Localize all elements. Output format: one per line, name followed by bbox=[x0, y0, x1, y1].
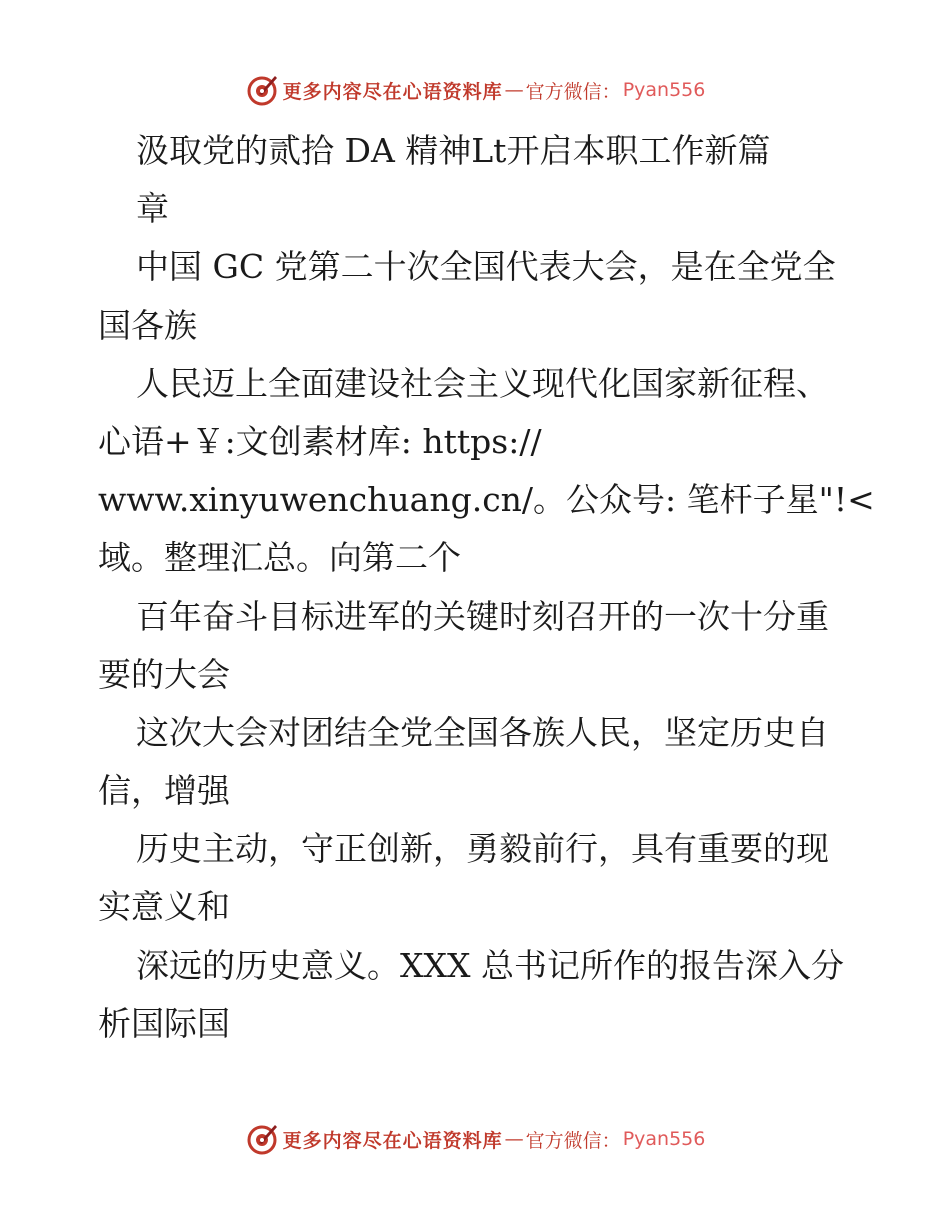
banner-sub-text: 官方微信： bbox=[525, 80, 621, 103]
banner-main-text: 更多内容尽在心语资料库 bbox=[282, 80, 503, 103]
text-line: 这次大会对团结全党全国各族人民，坚定历史自 bbox=[136, 712, 829, 752]
text-line: 章 bbox=[136, 189, 169, 229]
banner-sub-text: 官方微信： bbox=[525, 1129, 621, 1152]
banner-separator: — bbox=[504, 1128, 524, 1150]
text-line: 要的大会 bbox=[98, 654, 230, 694]
text-line: 历史主动，守正创新，勇毅前行，具有重要的现 bbox=[136, 829, 829, 869]
banner-main-text: 更多内容尽在心语资料库 bbox=[282, 1129, 503, 1152]
text-line: 析国际国 bbox=[98, 1003, 230, 1043]
text-line: 域。整理汇总。向第二个 bbox=[98, 538, 461, 578]
text-line: 心语+￥:文创素材库: https:// bbox=[98, 421, 542, 461]
text-line: 人民迈上全面建设社会主义现代化国家新征程、 bbox=[136, 363, 829, 403]
banner-wechat-id: Pyan556 bbox=[622, 79, 706, 101]
footer-banner bbox=[0, 1119, 950, 1159]
text-line: 汲取党的贰拾 DA 精神Lt开启本职工作新篇 bbox=[136, 131, 771, 170]
text-line: www.xinyuwenchuang.cn/。公众号: 笔杆子星"!< bbox=[98, 480, 875, 520]
pen-logo-icon bbox=[245, 1122, 279, 1156]
text-line: 信，增强 bbox=[98, 771, 230, 811]
text-line: 实意义和 bbox=[98, 887, 230, 927]
text-line: 深远的历史意义。XXX 总书记所作的报告深入分 bbox=[136, 945, 844, 985]
text-line: 国各族 bbox=[98, 305, 197, 345]
banner-separator: — bbox=[504, 79, 524, 101]
document-body bbox=[98, 122, 875, 1053]
pen-logo-icon bbox=[245, 73, 279, 107]
text-line: 百年奋斗目标进军的关键时刻召开的一次十分重 bbox=[136, 596, 829, 636]
header-banner bbox=[0, 70, 950, 110]
banner-wechat-id: Pyan556 bbox=[622, 1128, 706, 1150]
text-line: 中国 GC 党第二十次全国代表大会，是在全党全 bbox=[136, 247, 836, 287]
